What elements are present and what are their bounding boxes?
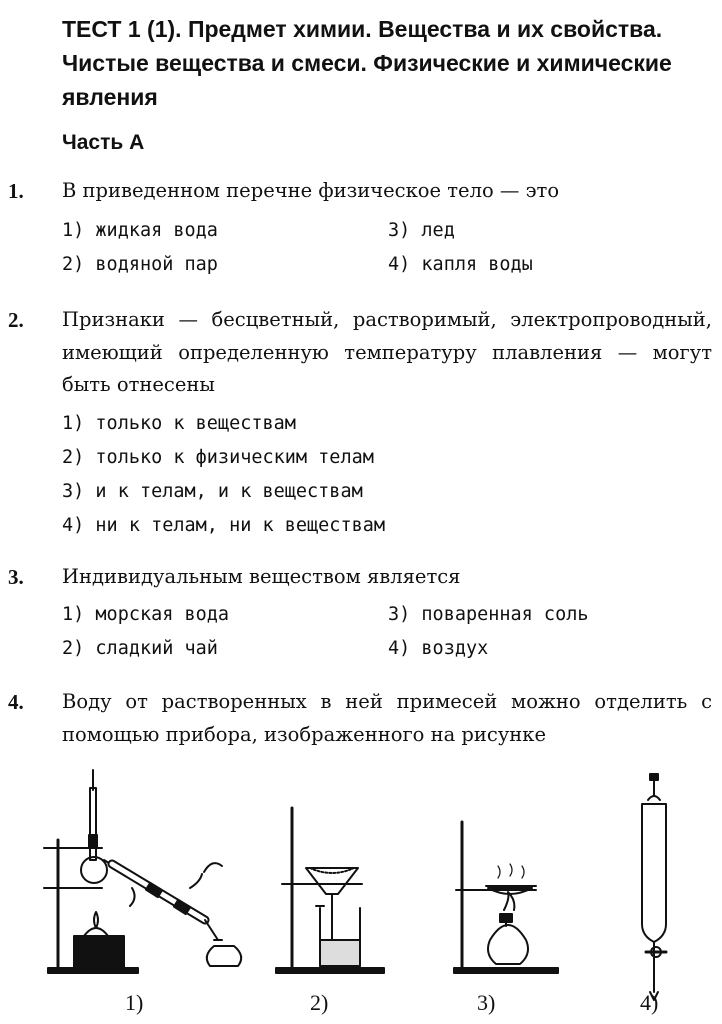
- answer-option[interactable]: 4) капля воды: [388, 254, 533, 275]
- question-number: 2.: [8, 308, 24, 332]
- distillation-apparatus-icon[interactable]: [44, 770, 241, 973]
- filtration-apparatus-icon[interactable]: [276, 808, 384, 973]
- question-2: [8, 304, 712, 544]
- question-text: В приведенном перечне физическое тело — это: [62, 179, 560, 202]
- figure-label-4[interactable]: 4): [640, 990, 659, 1015]
- answer-options: [62, 408, 712, 544]
- figure-label-3[interactable]: 3): [477, 990, 496, 1015]
- question-number: 1.: [8, 179, 24, 203]
- answer-option[interactable]: 1) только к веществам: [62, 413, 296, 434]
- answer-option[interactable]: 3) лед: [388, 220, 455, 241]
- separatory-funnel-icon[interactable]: [642, 774, 666, 1000]
- question-text: Воду от растворенных в ней примесей можно отделить с помощью прибора, изображенного на рисунке: [62, 690, 712, 746]
- test-title: ТЕСТ 1 (1). Предмет химии. Вещества и их свойства. Чистые вещества и смеси. Физические и химические явления: [62, 16, 672, 110]
- answer-option[interactable]: 1) жидкая вода: [62, 220, 218, 241]
- evaporation-apparatus-icon[interactable]: [454, 822, 558, 973]
- question-4: [8, 686, 712, 756]
- question-3: [8, 561, 712, 671]
- answer-option[interactable]: 2) только к физическим телам: [62, 447, 374, 468]
- figure-label-1[interactable]: 1): [125, 990, 144, 1015]
- question-number: 3.: [8, 565, 24, 589]
- answer-option[interactable]: 4) воздух: [388, 638, 489, 659]
- answer-option[interactable]: 1) морская вода: [62, 604, 230, 625]
- question-text: Индивидуальным веществом является: [62, 565, 461, 588]
- answer-option[interactable]: 3) поваренная соль: [388, 604, 589, 625]
- answer-option[interactable]: 3) и к телам, и к веществам: [62, 481, 363, 502]
- answer-option[interactable]: 4) ни к телам, ни к веществам: [62, 515, 386, 536]
- answer-options: [62, 215, 712, 285]
- apparatus-figures: [0, 760, 722, 1024]
- figure-label-2[interactable]: 2): [310, 990, 329, 1015]
- part-label: Часть А: [62, 131, 145, 154]
- question-number: 4.: [8, 690, 24, 714]
- question-1: [8, 175, 712, 285]
- question-text: Признаки — бесцветный, растворимый, электропроводный, имеющий определенную температуру плавления — могут быть отнесены: [62, 308, 712, 396]
- answer-options: [62, 599, 712, 669]
- answer-option[interactable]: 2) водяной пар: [62, 254, 218, 275]
- apparatus-drawings: [0, 760, 722, 1024]
- answer-option[interactable]: 2) сладкий чай: [62, 638, 218, 659]
